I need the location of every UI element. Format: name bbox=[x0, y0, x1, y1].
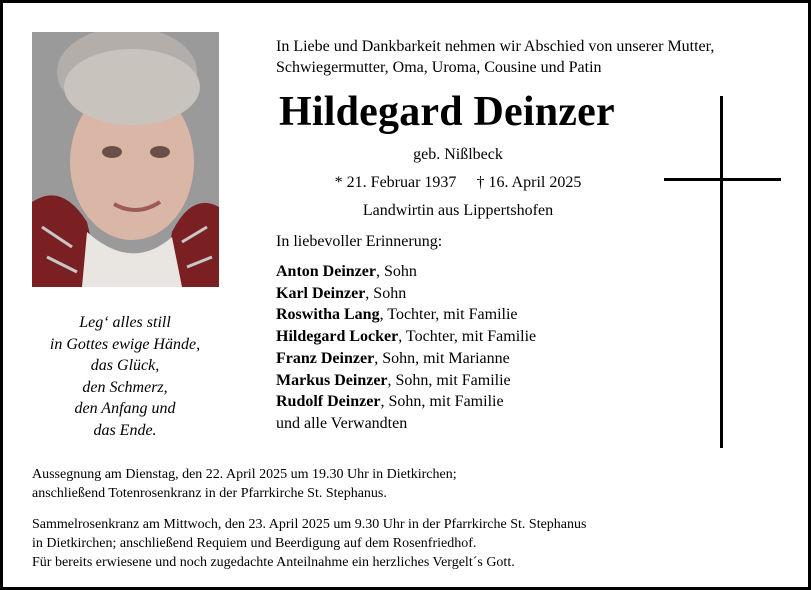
mourner-name: Rudolf Deinzer bbox=[276, 393, 381, 411]
rosary-line: in Dietkirchen; anschließend Requiem und Beerdigung auf dem Rosenfriedhof. bbox=[32, 536, 477, 551]
cross-icon-vertical-bar bbox=[720, 96, 723, 448]
mourner-entry bbox=[276, 304, 536, 326]
rosary-line: Für bereits erwiesene und noch zugedachte Anteilnahme ein herzliches Vergelt´s Gott. bbox=[32, 555, 515, 570]
portrait-photo bbox=[32, 32, 219, 287]
intro-line: In Liebe und Dankbarkeit nehmen wir Abschied von unserer Mutter, bbox=[276, 38, 715, 55]
birth-date: * 21. Februar 1937 bbox=[334, 174, 457, 191]
mourners-closing: und alle Verwandten bbox=[276, 414, 408, 432]
mourner-entry bbox=[276, 261, 536, 283]
mourner-relation: , Sohn bbox=[365, 284, 407, 302]
mourner-relation: , Sohn, mit Marianne bbox=[374, 349, 510, 367]
birth-name: geb. Nißlbeck bbox=[413, 146, 503, 163]
life-dates bbox=[293, 174, 623, 192]
mourner-relation: , Tochter, mit Familie bbox=[398, 328, 537, 346]
mourner-relation: , Sohn, mit Familie bbox=[387, 371, 511, 389]
mourner-relation: , Sohn bbox=[375, 263, 417, 280]
mourner-relation: , Sohn, mit Familie bbox=[380, 393, 504, 411]
cross-icon-horizontal-bar bbox=[664, 178, 781, 181]
mourner-entry bbox=[276, 326, 536, 348]
mourners-list bbox=[276, 261, 536, 435]
rosary-line: Sammelrosenkranz am Mittwoch, den 23. April 2025 um 9.30 Uhr in der Pfarrkirche St. Stephanus bbox=[32, 517, 587, 532]
verse bbox=[25, 312, 225, 442]
intro-line: Schwiegermutter, Oma, Uroma, Cousine und Patin bbox=[276, 59, 602, 76]
mourner-name: Markus Deinzer bbox=[276, 371, 388, 389]
occupation: Landwirtin aus Lippertshofen bbox=[362, 202, 554, 219]
mourner-name: Karl Deinzer bbox=[276, 284, 366, 302]
verse-line: das Ende. bbox=[93, 421, 157, 439]
mourner-name: Hildegard Locker bbox=[276, 328, 399, 346]
mourner-entry bbox=[276, 370, 536, 392]
mourner-entry bbox=[276, 348, 536, 370]
service-line: Aussegnung am Dienstag, den 22. April 2025 um 19.30 Uhr in Dietkirchen; bbox=[32, 467, 457, 482]
mourner-name: Roswitha Lang bbox=[276, 306, 380, 324]
service-line: anschließend Totenrosenkranz in der Pfarrkirche St. Stephanus. bbox=[32, 486, 387, 501]
mourner-entry bbox=[276, 283, 536, 305]
verse-line: das Glück, bbox=[90, 357, 160, 375]
mourner-name: Franz Deinzer bbox=[276, 349, 375, 367]
mourner-relation: , Tochter, mit Familie bbox=[379, 306, 518, 324]
intro-text bbox=[276, 36, 714, 78]
verse-line: Leg‘ alles still bbox=[79, 314, 171, 331]
service-info bbox=[32, 465, 457, 503]
mourner-entry bbox=[276, 391, 536, 413]
verse-line: in Gottes ewige Hände, bbox=[49, 335, 201, 353]
memory-heading: In liebevoller Erinnerung: bbox=[276, 233, 443, 250]
rosary-info bbox=[32, 515, 586, 572]
verse-line: den Schmerz, bbox=[82, 378, 168, 396]
verse-line: den Anfang und bbox=[74, 400, 176, 418]
deceased-name: Hildegard Deinzer bbox=[279, 89, 615, 135]
death-date: † 16. April 2025 bbox=[476, 174, 582, 191]
mourner-name: Anton Deinzer bbox=[276, 263, 376, 280]
